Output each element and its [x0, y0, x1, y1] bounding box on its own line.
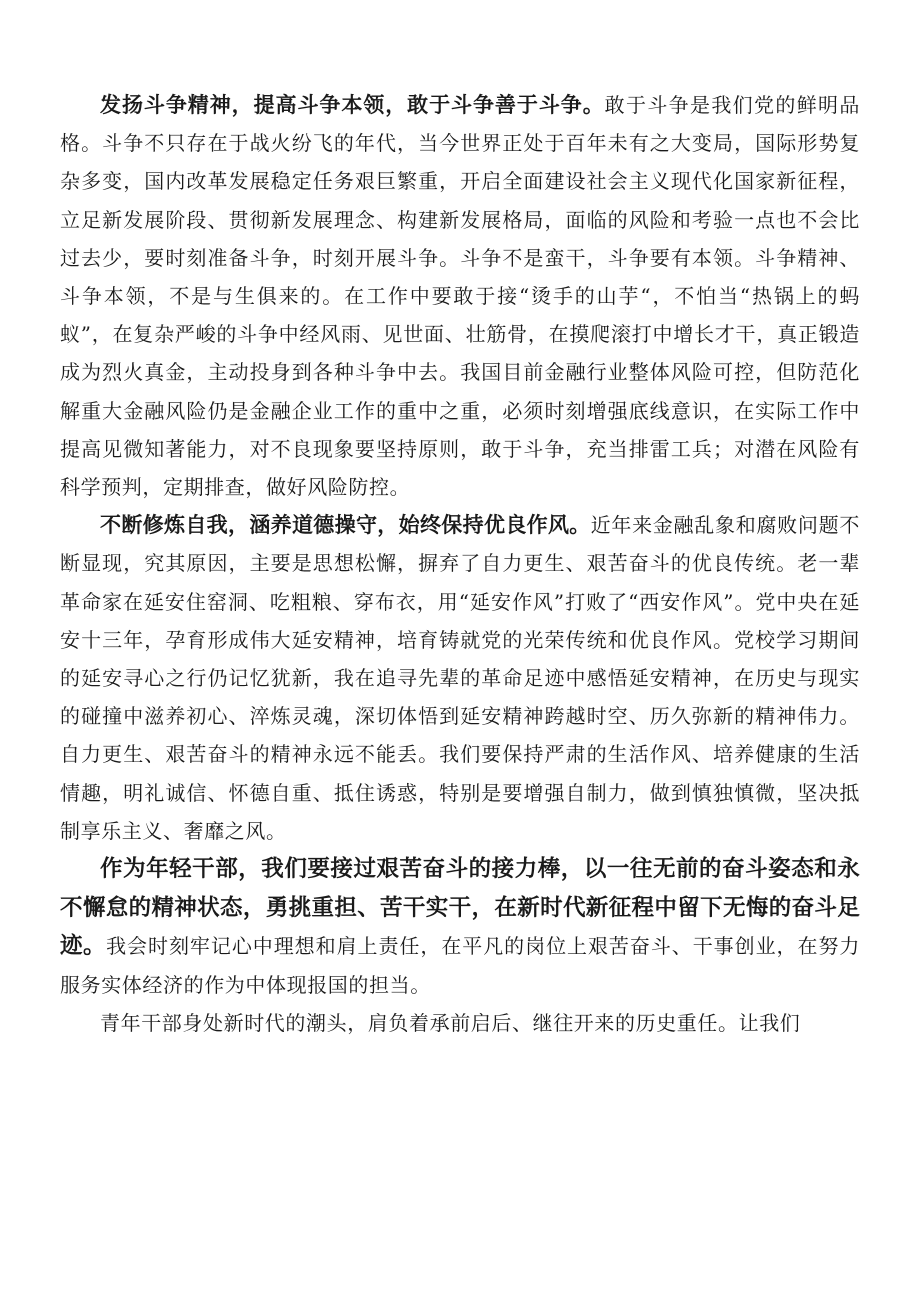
paragraph-young-cadres	[60, 850, 860, 1004]
paragraph-body: 敢于斗争是我们党的鲜明品格。斗争不只存在于战火纷飞的年代，当今世界正处于百年未有之大变局，国际形势复杂多变，国内改革发展稳定任务艰巨繁重，开启全面建设社会主义现代化国家新征程，立足新发展阶段、贯彻新发展理念、构建新发展格局，面临的风险和考验一点也不会比过去少，要时刻准备斗争，时刻开展斗争。斗争不是蛮干，斗争要有本领。斗争精神、斗争本领，不是与生俱来的。在工作中要敢于接“烫手的山芋“，不怕当“热锅上的蚂蚁”，在复杂严峻的斗争中经风雨、见世面、壮筋骨，在摸爬滚打中增长才干，真正锻造成为烈火真金，主动投身到各种斗争中去。我国目前金融行业整体风险可控，但防范化解重大金融风险仍是金融企业工作的重中之重，必须时刻增强底线意识，在实际工作中提高见微知著能力，对不良现象要坚持原则，敢于斗争，充当排雷工兵；对潜在风险有科学预判，定期排查，做好风险防控。	[60, 93, 860, 500]
paragraph-struggle-spirit	[60, 86, 860, 506]
paragraph-self-cultivation	[60, 506, 860, 850]
paragraph-body: 近年来金融乱象和腐败问题不断显现，究其原因，主要是思想松懈，摒弃了自力更生、艰苦奋斗的优良传统。老一辈革命家在延安住窑洞、吃粗粮、穿布衣，用“延安作风”打败了“西安作风”。党中央在延安十三年，孕育形成伟大延安精神，培育铸就党的光荣传统和优良作风。党校学习期间的延安寻心之行仍记忆犹新，我在追寻先辈的革命足迹中感悟延安精神，在历史与现实的碰撞中滋养初心、淬炼灵魂，深切体悟到延安精神跨越时空、历久弥新的精神伟力。自力更生、艰苦奋斗的精神永远不能丢。我们要保持严肃的生活作风、培养健康的生活情趣，明礼诚信、怀德自重、抵住诱惑，特别是要增强自制力，做到慎独慎微，坚决抵制享乐主义、奢靡之风。	[60, 513, 860, 843]
paragraph-body: 我会时刻牢记心中理想和肩上责任，在平凡的岗位上艰苦奋斗、干事创业，在努力服务实体经济的作为中体现报国的担当。	[60, 934, 860, 997]
paragraph-lead: 不断修炼自我，涵养道德操守，始终保持优良作风。	[100, 513, 591, 538]
paragraph-lead: 发扬斗争精神，提高斗争本领，敢于斗争善于斗争。	[100, 93, 605, 117]
paragraph-lead: 作为年轻干部，我们要接过艰苦奋斗的接力棒，以一往无前的奋斗姿态和永不懈怠的精神状态，勇挑重担、苦干实干，在新时代新征程中留下无悔的奋斗足迹。	[60, 856, 860, 960]
paragraph-closing	[60, 1004, 860, 1042]
paragraph-body: 青年干部身处新时代的潮头，肩负着承前启后、继往开来的历史重任。让我们	[100, 1011, 801, 1036]
document-page	[60, 86, 860, 1042]
